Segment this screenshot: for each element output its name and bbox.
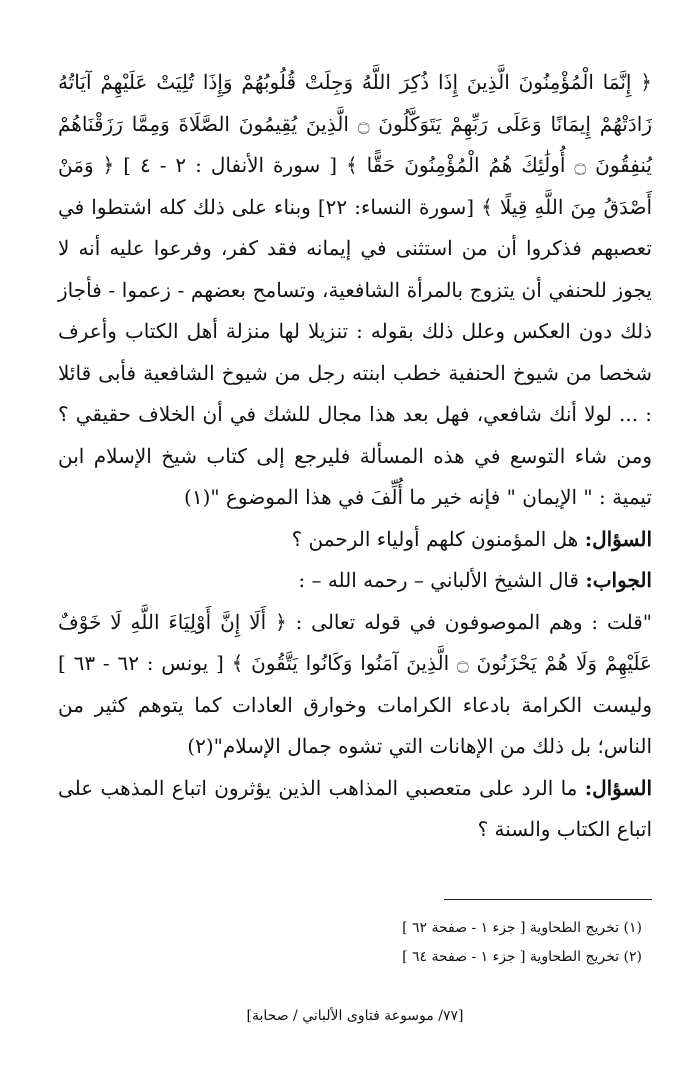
page [58,62,652,1080]
answer-1-body: "قلت : وهم الموصوفون في قوله تعالى : ﴿ أَلَا إِنَّ أَوْلِيَاءَ اللَّهِ لَا خَوْفٌ عَلَيْهِمْ وَلَا هُمْ يَحْزَنُونَ ۝ الَّذِينَ آمَنُوا وَكَانُوا يَتَّقُونَ ﴾ [ يونس : ٦٢ - ٦٣ ] وليست الكرامة بادعاء الكرامات وخوارق العادات كما يتوهم كثير من الناس؛ بل ذلك من الإهانات التي تشوه جمال الإسلام"(٢) [58,609,653,758]
question-label: السؤال: [584,526,652,551]
page-footer: [٧٧/ موسوعة فتاوى الألباني / صحابة] [246,1008,464,1024]
paragraph-quran-and-commentary: ﴿ إِنَّمَا الْمُؤْمِنُونَ الَّذِينَ إِذَا ذُكِرَ اللَّهُ وَجِلَتْ قُلُوبُهُمْ وَإِذَا تُلِيَتْ عَلَيْهِمْ آيَاتُهُ زَادَتْهُمْ إِيمَانًا وَعَلَى رَبِّهِمْ يَتَوَكَّلُونَ ۝ الَّذِينَ يُقِيمُونَ الصَّلَاةَ وَمِمَّا رَزَقْنَاهُمْ يُنفِقُونَ ۝ أُولَٰئِكَ هُمُ الْمُؤْمِنُونَ حَقًّا ﴾ [ سورة الأنفال : ٢ - ٤ ] ﴿ وَمَنْ أَصْدَقُ مِنَ اللَّهِ قِيلًا ﴾ [سورة النساء: ٢٢] وبناء على ذلك كله اشتطوا في تعصبهم فذكروا أن من استثنى في إيمانه فقد كفر، وفرعوا عليه أنه لا يجوز للحنفي أن يتزوج بالمرأة الشافعية، وتسامح بعضهم - زعموا - فأجاز ذلك دون العكس وعلل ذلك بقوله : تنزيلا لها منزلة أهل الكتاب وأعرف شخصا من شيوخ الحنفية خطب ابنته رجل من شيوخ الشافعية فأبى قائلا : ... لولا أنك شافعي، فهل بعد هذا مجال للشك في أن الخلاف حقيقي ؟ ومن شاء التوسع في هذه المسألة فليرجع إلى كتاب شيخ الإسلام ابن تيمية : " الإيمان " فإنه خير ما أُلِّفَ في هذا الموضوع "(١) [58,70,653,509]
footnote-divider [444,899,652,900]
main-text [58,62,652,851]
question-2 [58,768,652,851]
question-1 [58,519,652,561]
question-text: هل المؤمنون كلهم أولياء الرحمن ؟ [291,526,585,551]
question-2-label: السؤال: [584,775,652,800]
answer-1-intro [58,560,652,602]
footnotes [58,914,642,972]
answer-label: الجواب: [585,568,652,592]
footnote-1: (١) تخريج الطحاوية [ جزء ١ - صفحة ٦٢ ] [402,920,642,936]
footnote-2: (٢) تخريج الطحاوية [ جزء ١ - صفحة ٦٤ ] [402,949,642,965]
question-2-text: ما الرد على متعصبي المذاهب الذين يؤثرون اتباع المذهب على اتباع الكتاب والسنة ؟ [58,775,652,841]
answer-intro-text: قال الشيخ الألباني – رحمه الله – : [298,568,586,592]
